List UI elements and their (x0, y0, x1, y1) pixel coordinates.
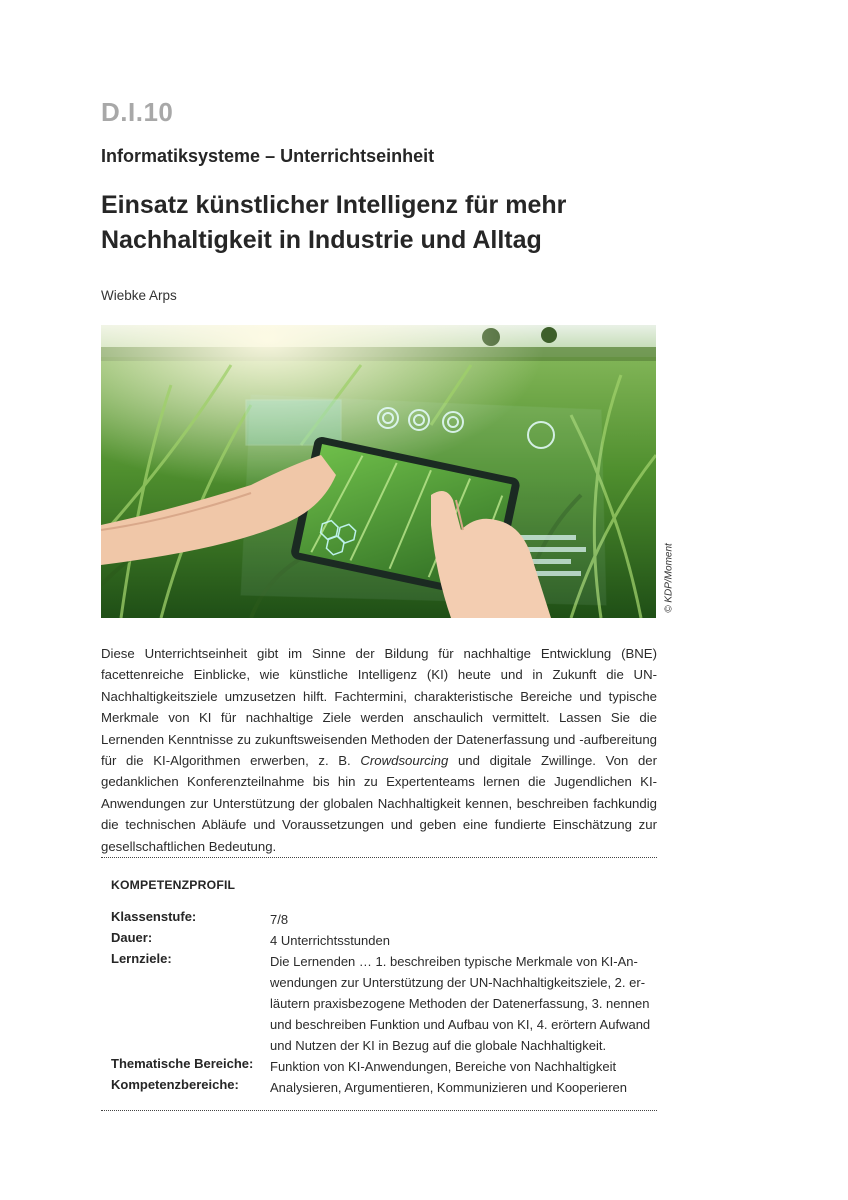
title-line-2: Nachhaltigkeit in Industrie und Alltag (101, 226, 542, 254)
intro-text-part-1: Diese Unterrichtseinheit gibt im Sinne der Bildung für nachhaltige Entwicklung (BNE) facettenreiche Einblicke, wie künstliche Intelligenz (KI) heute und in Zukunft die UN-Nachhaltigkeitsziele umzusetzen hilft. Fachtermini, charakteristische Bereiche und typische Merkmale von KI für nachhaltige Ziele werden anschaulich vermittelt. Lassen Sie die Lernenden Kenntnisse zu zukunftsweisenden Methoden der Datenerfassung und -aufbereitung für die KI-Algorithmen erwerben, z. B. (101, 646, 657, 769)
profile-value: Funktion von KI-Anwendungen, Bereiche von Nachhaltigkeit (270, 1059, 617, 1074)
profile-value: 7/8 (270, 912, 289, 927)
title-line-1: Einsatz künstlicher Intelligenz für mehr (101, 191, 567, 219)
profile-value: 4 Unterrichtsstunden (270, 933, 390, 948)
intro-paragraph (101, 643, 657, 857)
series-subtitle: Informatiksysteme – Unterrichtseinheit (101, 146, 435, 166)
profile-value: Analysieren, Argumentieren, Kommunizieren und Kooperieren (270, 1080, 627, 1095)
document-code: D.I.10 (101, 97, 174, 127)
profile-label: Klassenstufe: (111, 909, 197, 924)
profile-value: Die Lernenden … 1. beschreiben typische Merkmale von KI-Anwendungen zur Unterstützung der UN-Nachhaltigkeitsziele, 2. erläutern praxisbezogene Methoden der Datenerfassung, 3. nennen und beschreiben Funktion und Aufbau von KI, 4. erörtern Aufwand und Nutzen der KI in Bezug auf die globale Nachhaltigkeit. (270, 954, 651, 1053)
profile-heading: KOMPETENZPROFIL (111, 878, 236, 892)
divider-bottom (101, 1110, 657, 1111)
intro-text-part-2: und digitale Zwillinge. Von der gedanklichen Konferenzteilnahme bis hin zu Expertenteams lernen die Jugendlichen KI-Anwendungen zur Unterstützung der globalen Nachhaltigkeit kennen, beschreiben fachkundig die technischen Abläufe und Voraussetzungen und geben eine fundierte Einschätzung zur gesellschaftlichen Bedeutung. (101, 753, 658, 854)
profile-label: Thematische Bereiche: (111, 1056, 254, 1071)
cover-photo-illustration (101, 325, 656, 618)
intro-emphasis: Crowdsourcing (360, 753, 449, 769)
divider-top (101, 857, 657, 858)
page-title (101, 188, 661, 258)
author-name: Wiebke Arps (101, 288, 177, 303)
photo-credit: © KDP/Moment (663, 542, 675, 613)
profile-label: Dauer: (111, 930, 153, 945)
profile-label: Kompetenzbereiche: (111, 1077, 239, 1092)
profile-label: Lernziele: (111, 951, 172, 966)
cover-photo (101, 325, 656, 618)
